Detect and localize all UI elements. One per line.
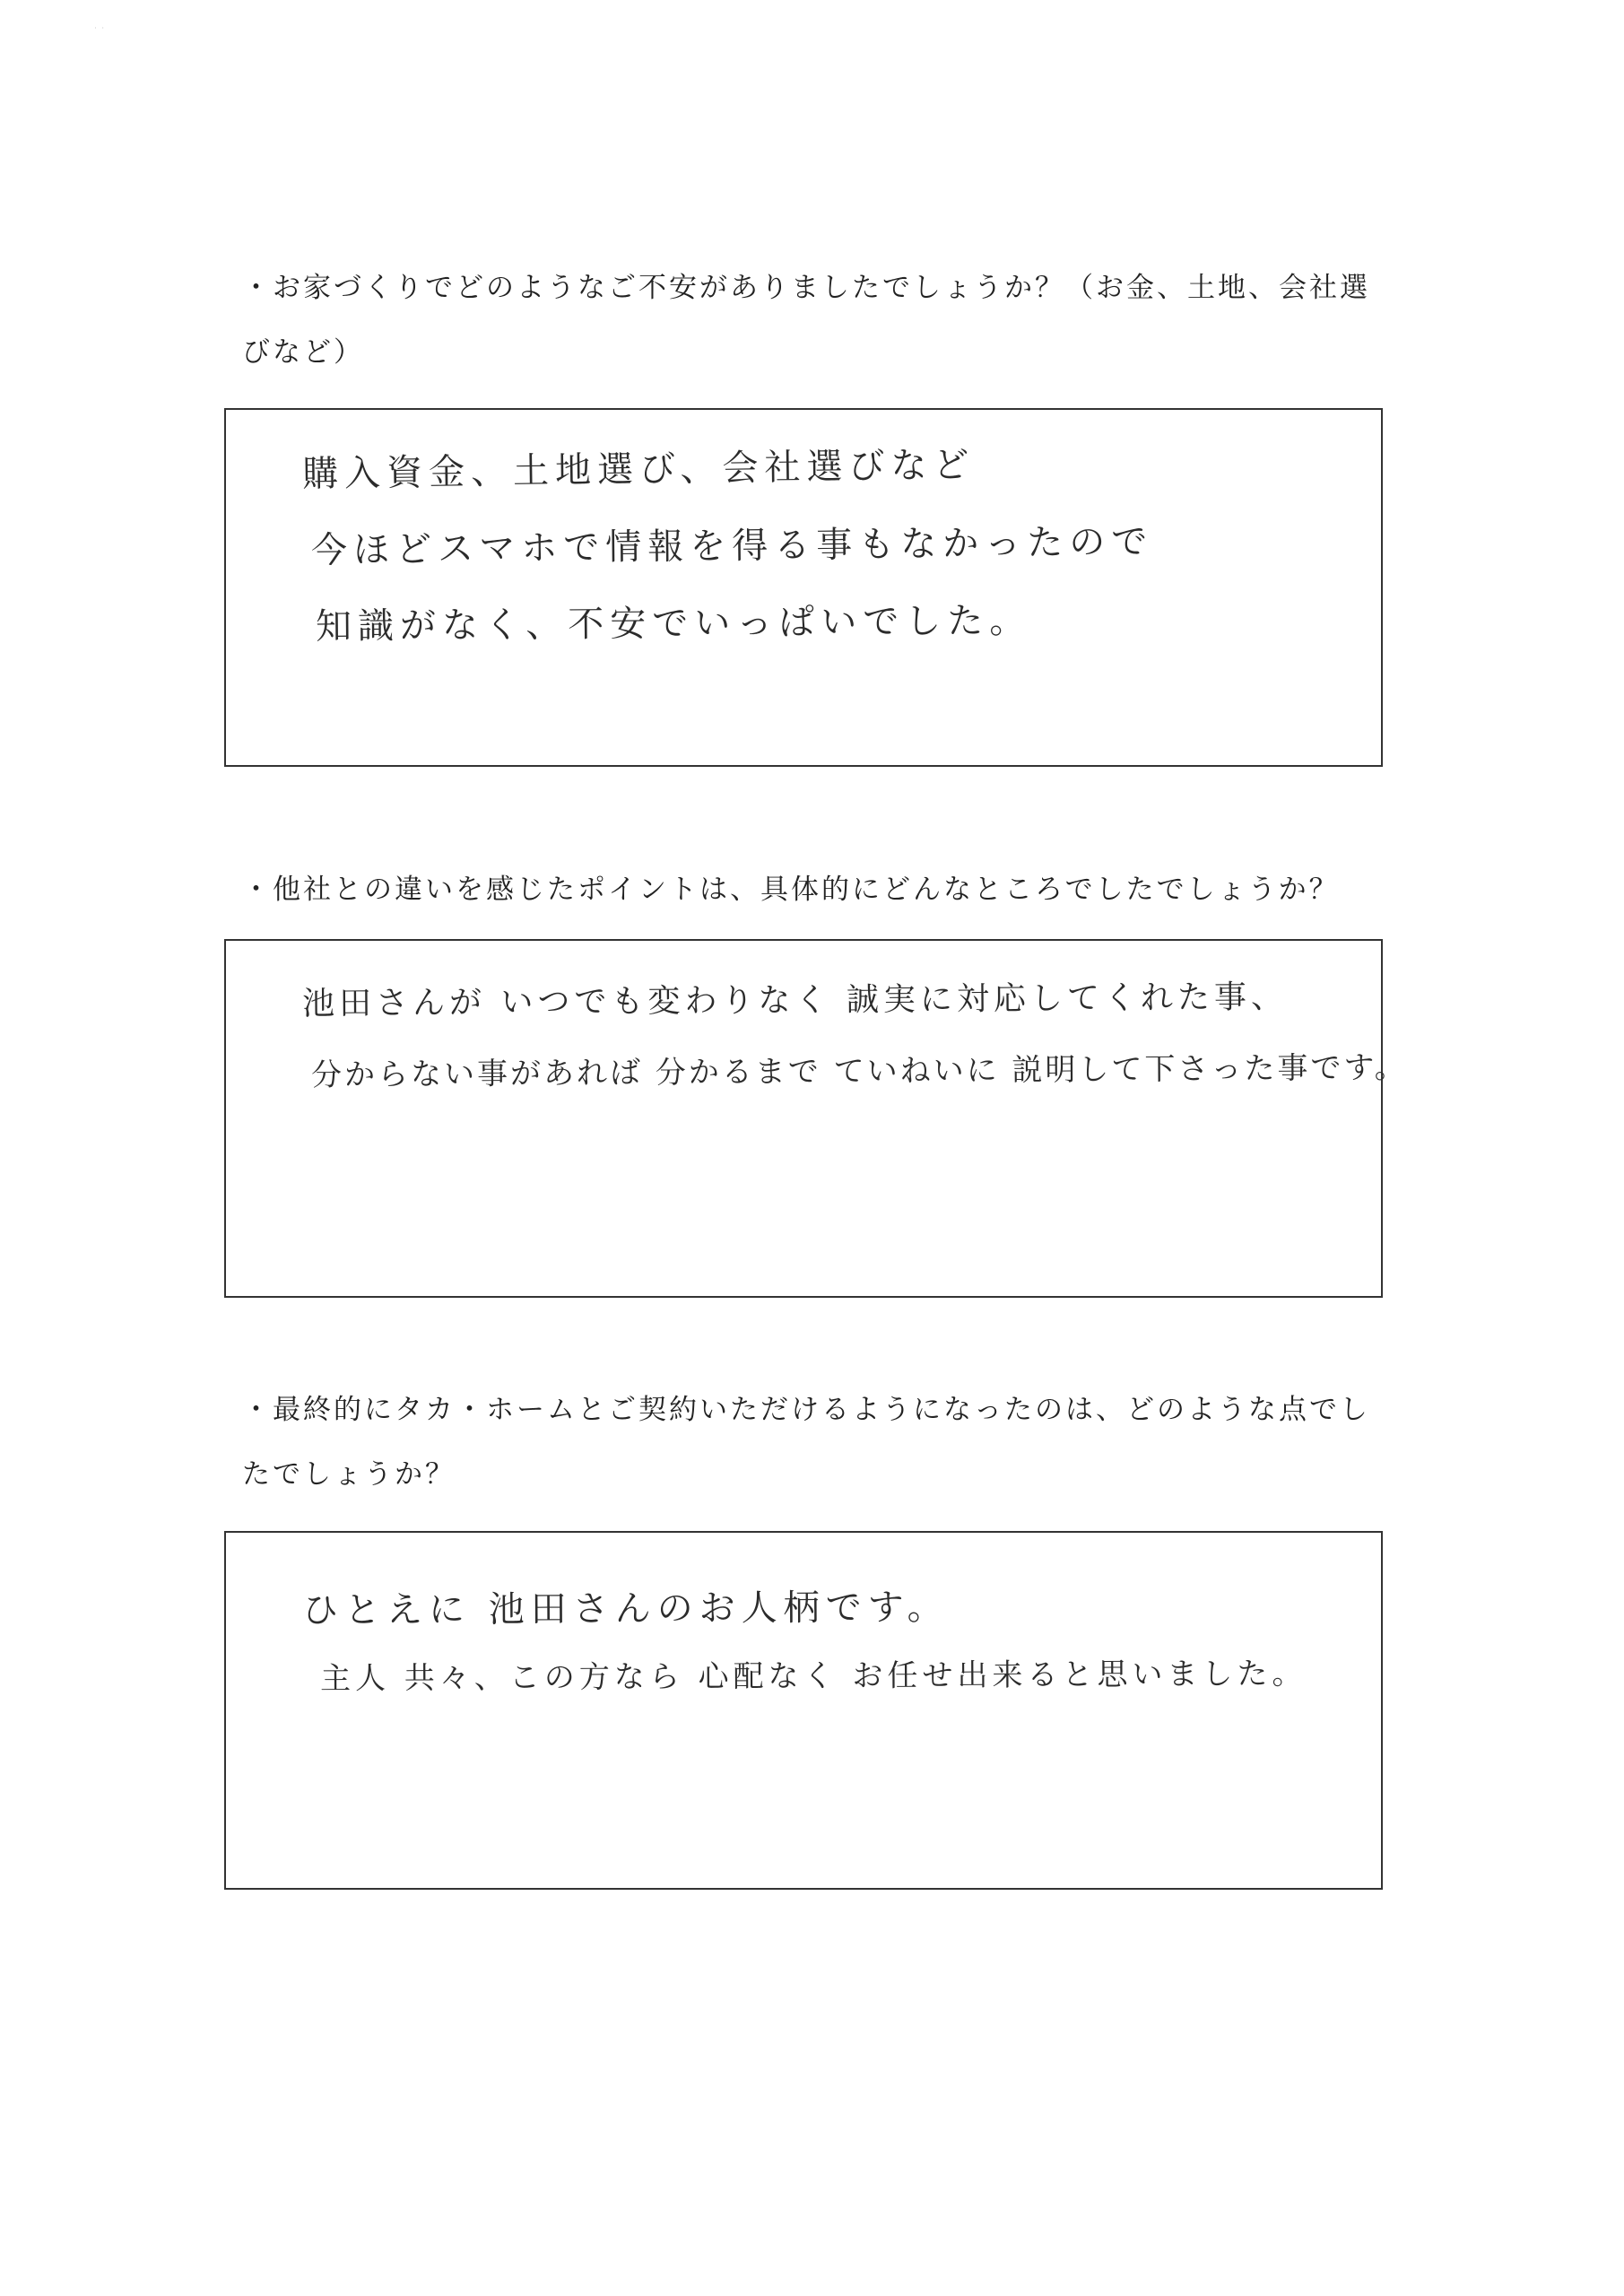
answer-line: 今ほどスマホで情報を得る事もなかったので	[310, 521, 1154, 571]
answer-box-differences	[224, 939, 1408, 1298]
answer-line: 購入資金、土地選び、会社選びなど	[301, 444, 976, 495]
question-contract-reason: ・最終的にタカ・ホームとご契約いただけるようになったのは、どのような点でしたでしょうか？	[242, 1394, 1370, 1491]
question-home-worries: ・お家づくりでどのようなご不安がありましたでしょうか？（お金、土地、会社選びなど）	[242, 272, 1370, 369]
scan-speck: ˙ ˙	[93, 27, 106, 37]
answer-box-contract-reason	[224, 1531, 1383, 1890]
answer-box-home-worries	[224, 408, 1383, 767]
question-differences: ・他社との違いを感じたポイントは、具体的にどんなところでしたでしょうか？	[242, 874, 1340, 906]
answer-line: ひとえに 池田さんのお人柄です。	[301, 1587, 950, 1631]
answer-line: 分からない事があれば 分かるまで ていねいに 説明して下さった事です。	[310, 1049, 1408, 1093]
answer-line: 池田さんが いつでも変わりなく 誠実に対応してくれた事、	[301, 978, 1289, 1022]
answer-line: 主人 共々、この方なら 心配なく お任せ出来ると思いました。	[319, 1656, 1307, 1697]
answer-line: 知識がなく、不安でいっぱいでした。	[315, 600, 1032, 648]
